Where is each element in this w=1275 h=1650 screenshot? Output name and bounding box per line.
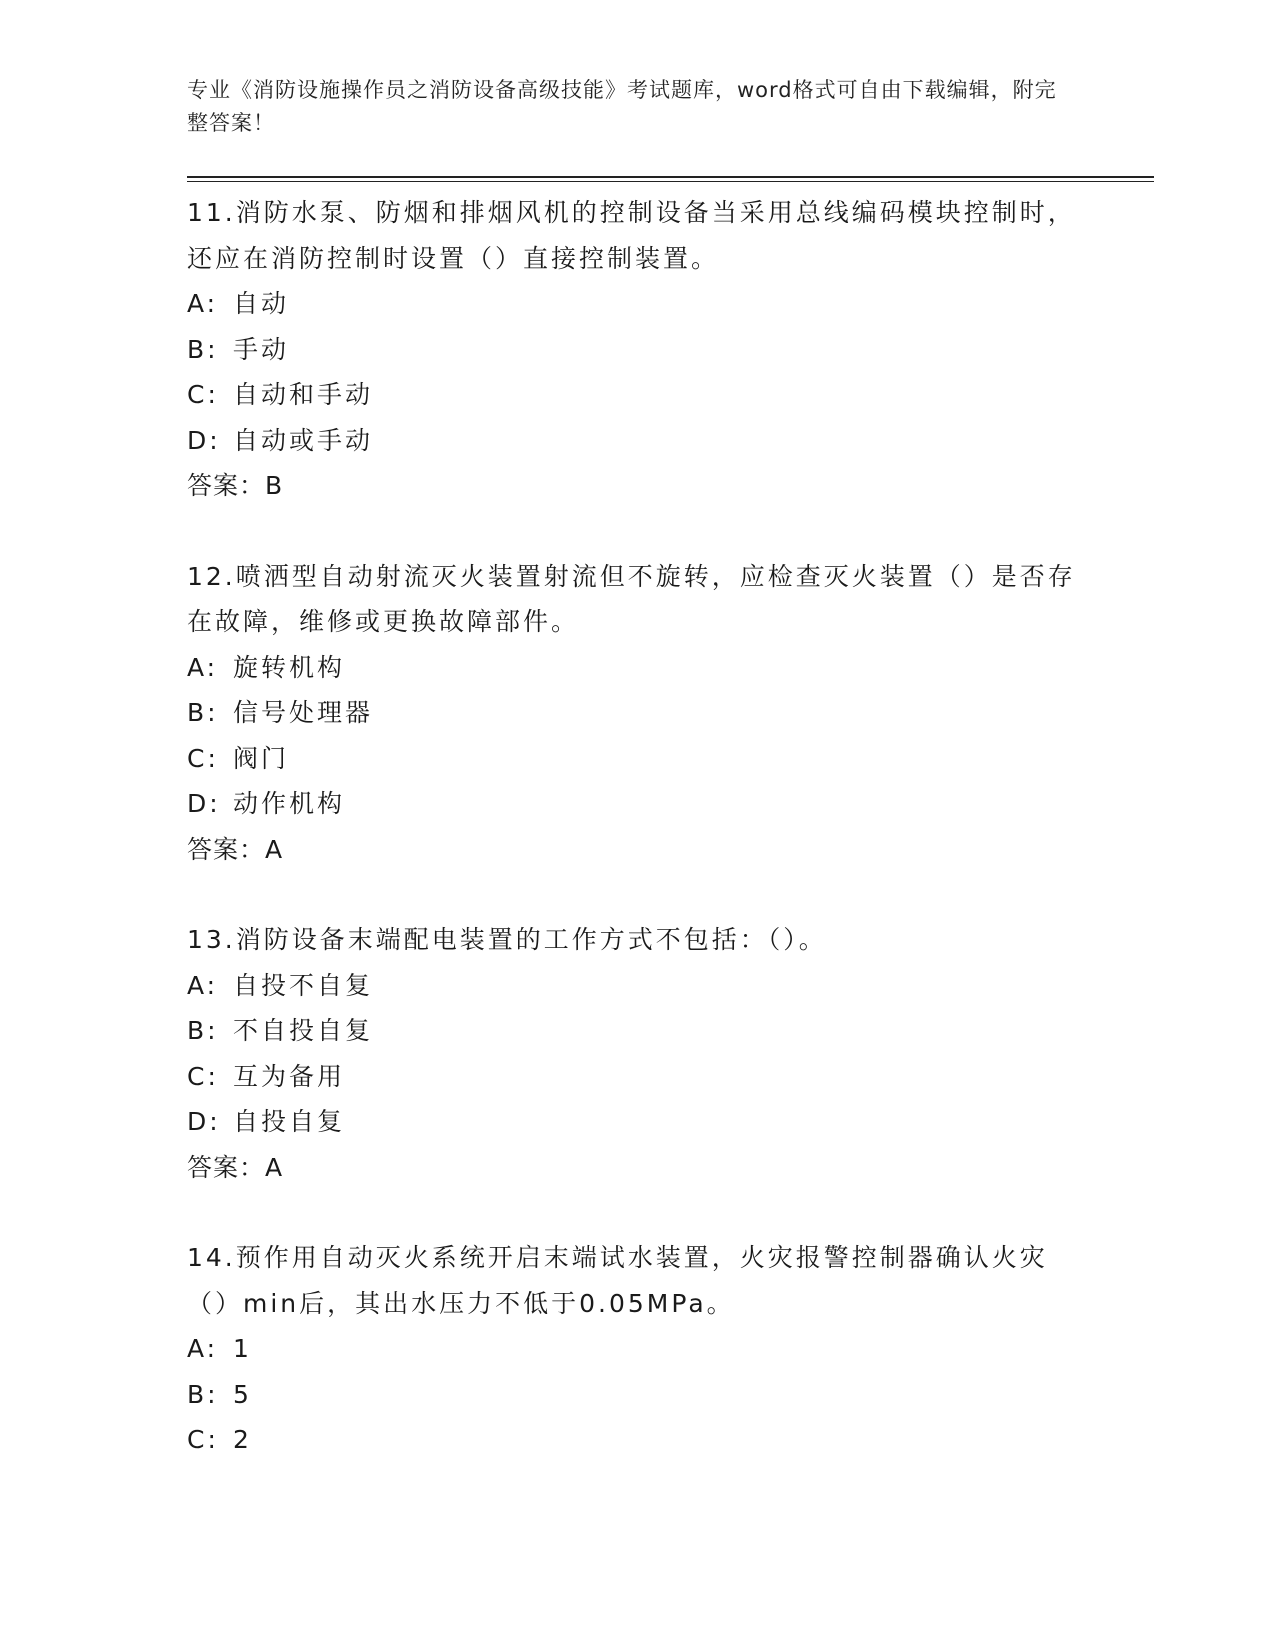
option-text: 自动和手动	[233, 380, 374, 409]
question-list	[187, 190, 1087, 1463]
option-text: 互为备用	[233, 1061, 346, 1091]
option-d	[187, 781, 1087, 827]
option-text: 1	[233, 1334, 252, 1363]
option-text: 旋转机构	[233, 652, 346, 682]
document-header: 专业《消防设施操作员之消防设备高级技能》考试题库，word格式可自由下载编辑，附完整答案！	[187, 78, 1057, 135]
option-key: D:	[187, 1107, 221, 1136]
option-text: 自动	[233, 289, 290, 318]
option-key: B:	[187, 1016, 219, 1045]
option-text: 动作机构	[233, 789, 346, 818]
option-b	[187, 690, 1087, 736]
option-key: C:	[187, 1425, 219, 1454]
option-a	[187, 963, 1087, 1009]
answer-line: 答案：A	[187, 1152, 284, 1182]
question-text: 14.预作用自动灭火系统开启末端试水装置，火灾报警控制器确认火灾（）min后，其出水压力不低于0.05MPa。	[187, 1243, 1048, 1318]
option-key: C:	[187, 380, 219, 409]
option-d	[187, 1099, 1087, 1145]
option-text: 2	[233, 1425, 252, 1454]
question-text: 13.消防设备末端配电装置的工作方式不包括：（）。	[187, 925, 827, 954]
option-key: A:	[187, 289, 219, 318]
option-b	[187, 327, 1087, 373]
answer-line: 答案：A	[187, 834, 284, 864]
question-text: 11.消防水泵、防烟和排烟风机的控制设备当采用总线编码模块控制时，还应在消防控制时设置（）直接控制装置。	[187, 198, 1076, 273]
option-key: D:	[187, 425, 221, 455]
option-key: B:	[187, 698, 219, 727]
question-12	[187, 554, 1087, 873]
option-a	[187, 281, 1087, 327]
option-a	[187, 645, 1087, 691]
option-a	[187, 1326, 1087, 1372]
option-b	[187, 1008, 1087, 1054]
option-b	[187, 1372, 1087, 1418]
option-c	[187, 372, 1087, 418]
option-text: 自投自复	[233, 1107, 346, 1136]
option-d	[187, 418, 1087, 464]
option-text: 不自投自复	[233, 1016, 374, 1045]
option-text: 手动	[233, 334, 290, 364]
header-rule-thin	[187, 181, 1154, 182]
header-rule-thick	[187, 176, 1154, 178]
option-key: B:	[187, 334, 219, 364]
option-text: 自投不自复	[233, 970, 374, 1000]
option-text: 阀门	[233, 743, 290, 773]
option-key: C:	[187, 1061, 219, 1091]
option-c	[187, 1417, 1087, 1463]
option-key: A:	[187, 652, 219, 682]
option-key: D:	[187, 789, 221, 818]
option-text: 信号处理器	[233, 698, 374, 727]
question-14	[187, 1235, 1087, 1463]
question-13	[187, 917, 1087, 1190]
option-key: A:	[187, 1334, 219, 1363]
option-c	[187, 1054, 1087, 1100]
answer-line: 答案：B	[187, 471, 284, 500]
option-key: B:	[187, 1379, 219, 1409]
option-text: 5	[233, 1379, 252, 1409]
option-c	[187, 736, 1087, 782]
option-key: A:	[187, 970, 219, 1000]
option-key: C:	[187, 743, 219, 773]
option-text: 自动或手动	[233, 425, 374, 455]
question-11	[187, 190, 1087, 509]
question-text: 12.喷洒型自动射流灭火装置射流但不旋转，应检查灭火装置（）是否存在故障，维修或更换故障部件。	[187, 561, 1076, 636]
